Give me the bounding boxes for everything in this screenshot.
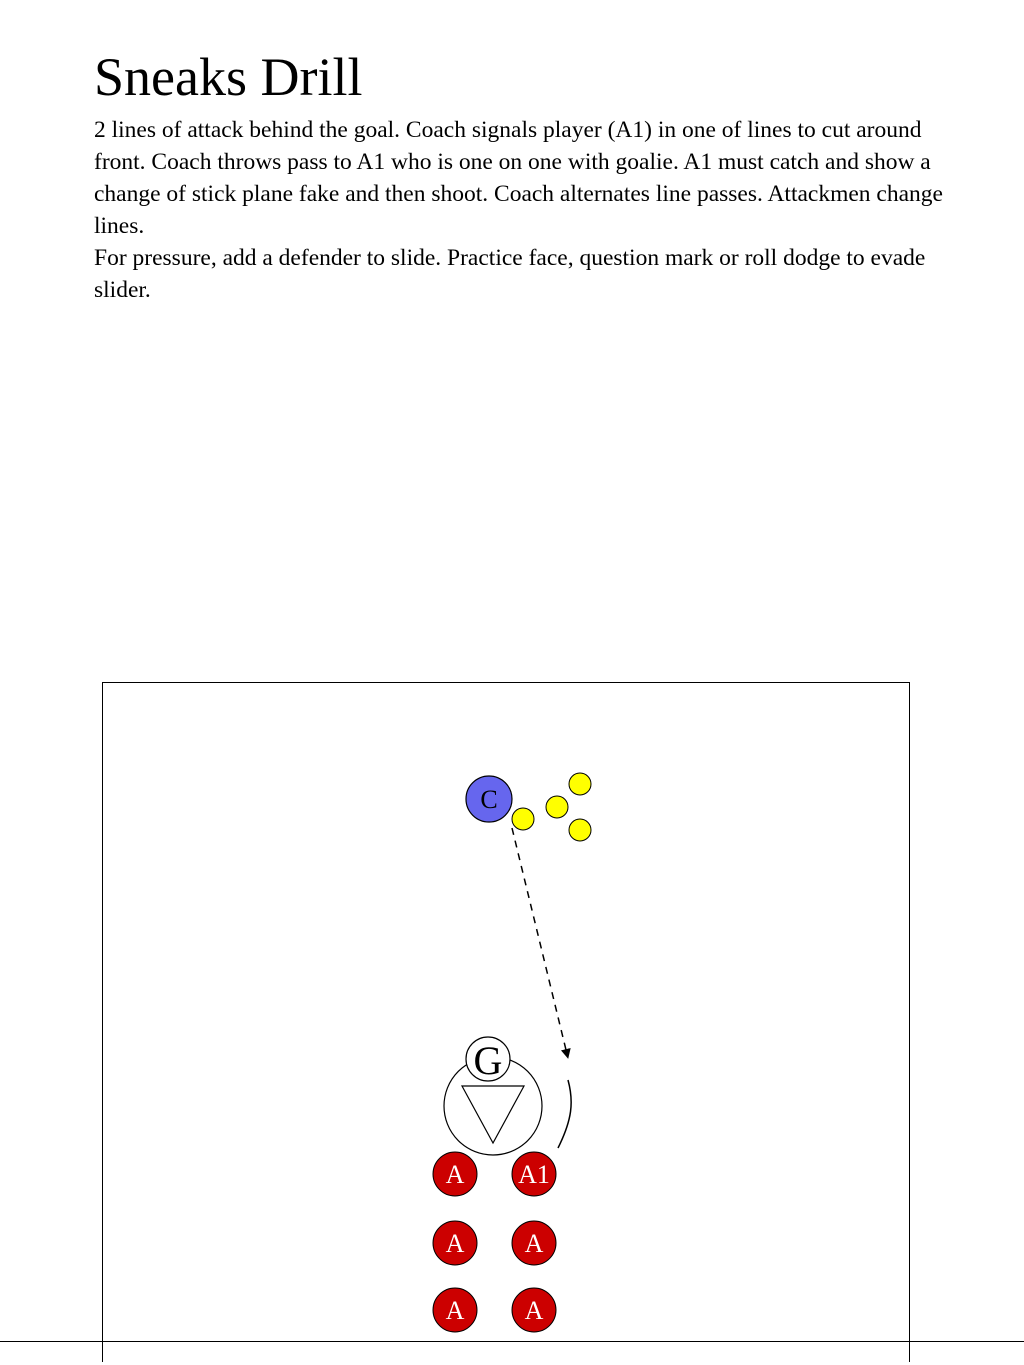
attack-label: A <box>445 1296 465 1325</box>
attack-player <box>512 1288 556 1332</box>
attack-line-left <box>433 1152 477 1332</box>
attack-player-a1 <box>512 1152 556 1196</box>
pass-arrow <box>512 828 567 1054</box>
attack-player <box>433 1152 477 1196</box>
attack-label: A <box>445 1229 465 1258</box>
attack-label: A1 <box>518 1160 550 1189</box>
attack-label: A <box>524 1296 544 1325</box>
pressure-variation: For pressure, add a defender to slide. Practice face, question mark or roll dodge to evade slider. <box>94 245 926 303</box>
ball-4 <box>569 819 591 841</box>
ball-3 <box>569 773 591 795</box>
ball-1 <box>512 808 534 830</box>
attack-label: A <box>445 1160 465 1189</box>
coach-marker <box>466 776 512 822</box>
attack-line-right <box>512 1152 556 1332</box>
attack-player <box>433 1221 477 1265</box>
attack-player <box>433 1288 477 1332</box>
ball-2 <box>546 796 568 818</box>
goal-triangle <box>462 1086 524 1143</box>
coach-label: C <box>480 785 498 814</box>
page-title: Sneaks Drill <box>94 47 363 107</box>
attack-label: A <box>524 1229 544 1258</box>
drill-description: 2 lines of attack behind the goal. Coach signals player (A1) in one of lines to cut around front. Coach throws pass to A1 who is one on one with goalie. A1 must catch and show a change of stick plane fake and then shoot. Coach alternates line passes. Attackmen change lines. <box>94 117 943 239</box>
cut-path <box>558 1080 571 1148</box>
attack-player <box>512 1221 556 1265</box>
goalie-label: G <box>473 1038 503 1083</box>
goalie-marker <box>466 1037 510 1083</box>
